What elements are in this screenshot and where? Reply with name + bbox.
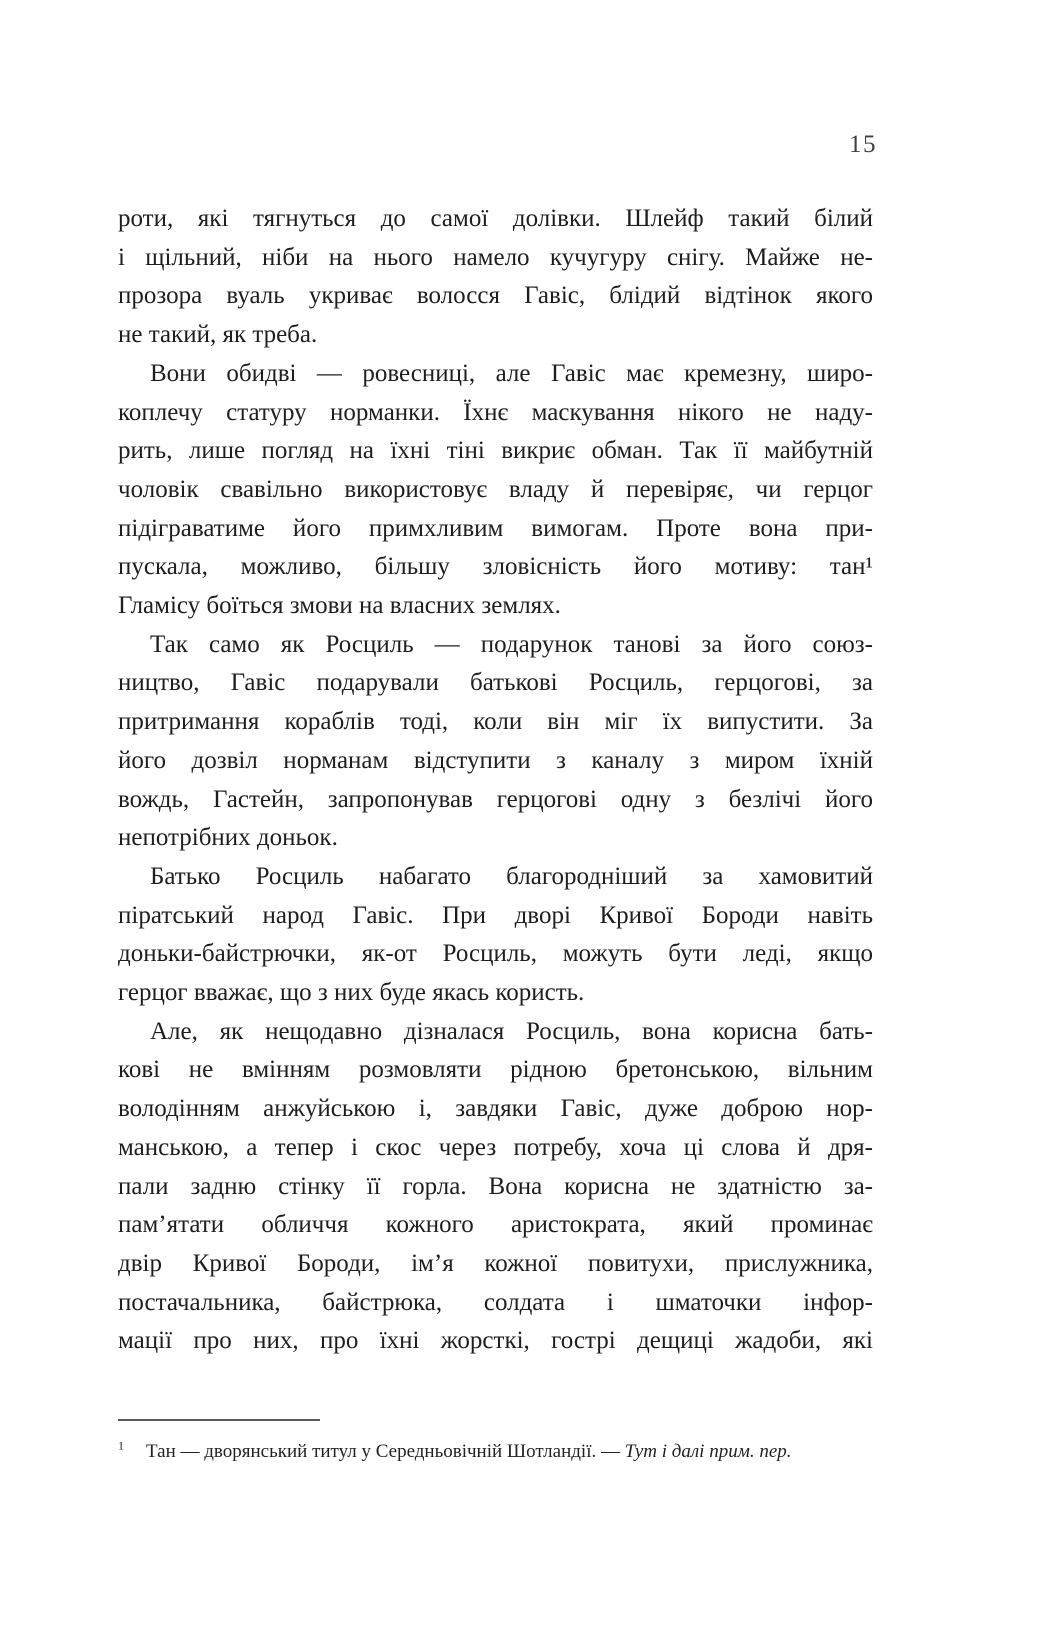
text-line: і щільний, ніби на нього намело кучугуру снігу. Майже не- — [118, 243, 873, 271]
paragraph — [118, 1013, 873, 1361]
text-line: двір Кривої Бороди, ім’я кожної повитухи, прислужника, — [118, 1249, 873, 1277]
text-line: Але, як нещодавно дізналася Росциль, вона корисна бать- — [150, 1017, 873, 1045]
text-line: коплечу статуру норманки. Їхнє маскування нікого не наду- — [118, 398, 873, 426]
paragraph — [118, 200, 873, 355]
footnote-marker: 1 — [118, 1438, 124, 1453]
footnote — [118, 1438, 873, 1465]
text-line: Батько Росциль набагато благородніший за хамовитий — [150, 862, 873, 890]
text-line: доньки-байстрючки, як-от Росциль, можуть бути леді, якщо — [118, 940, 873, 968]
footnote-divider — [118, 1419, 320, 1421]
text-line: піратський народ Гавіс. При дворі Кривої Бороди навіть — [118, 901, 873, 929]
text-line: пам’ятати обличчя кожного аристократа, який проминає — [118, 1211, 873, 1239]
paragraph — [118, 355, 873, 626]
text-line: його дозвіл норманам відступити з каналу з миром їхній — [118, 746, 873, 774]
text-line: підіграватиме його примхливим вимогам. Проте вона при- — [118, 514, 873, 542]
text-line: пали задню стінку її горла. Вона корисна не здатністю за- — [118, 1172, 873, 1200]
text-line: Гламісу боїться змови на власних землях. — [118, 592, 561, 620]
text-line: рить, лише погляд на їхні тіні викриє обман. Так її майбутній — [118, 437, 873, 465]
text-line: кові не вмінням розмовляти рідною бретонською, вільним — [118, 1056, 873, 1084]
text-line: пускала, можливо, більшу зловісність його мотиву: тан¹ — [118, 553, 873, 581]
text-line: постачальника, байстрюка, солдата і шматочки інфор- — [118, 1288, 873, 1316]
footnote-translator-note: Тут і далі прим. пер. — [624, 1441, 792, 1462]
text-line: не такий, як треба. — [118, 321, 318, 349]
text-line: вождь, Гастейн, запропонував герцогові одну з безлічі його — [118, 785, 873, 813]
footnote-text: Тан — дворянський титул у Середньовічній Шотландії. — — [146, 1441, 625, 1462]
paragraph — [118, 858, 873, 1013]
text-line: герцог вважає, що з них буде якась користь. — [118, 979, 585, 1007]
text-line: манською, а тепер і скос через потребу, хоча ці слова й дря- — [118, 1133, 873, 1161]
body-text — [118, 200, 873, 1361]
text-line: Вони обидві — ровесниці, але Гавіс має кремезну, широ- — [150, 359, 873, 387]
text-line: мації про них, про їхні жорсткі, гострі дещиці жадоби, які — [118, 1327, 873, 1355]
text-line: чоловік свавільно використовує владу й перевіряє, чи герцог — [118, 475, 873, 503]
text-line: роти, які тягнуться до самої долівки. Шлейф такий білий — [118, 205, 873, 232]
text-line: Так само як Росциль — подарунок танові за його союз- — [150, 630, 873, 658]
text-line: володінням анжуйською і, завдяки Гавіс, дуже доброю нор- — [118, 1095, 873, 1123]
paragraph — [118, 626, 873, 858]
text-line: притримання кораблів тоді, коли він міг їх випустити. За — [118, 708, 873, 736]
text-line: непотрібних доньок. — [118, 824, 338, 852]
text-line: прозора вуаль укриває волосся Гавіс, блідий відтінок якого — [118, 282, 873, 310]
page-number: 15 — [849, 131, 877, 158]
text-line: ництво, Гавіс подарували батькові Росциль, герцогові, за — [118, 669, 873, 697]
